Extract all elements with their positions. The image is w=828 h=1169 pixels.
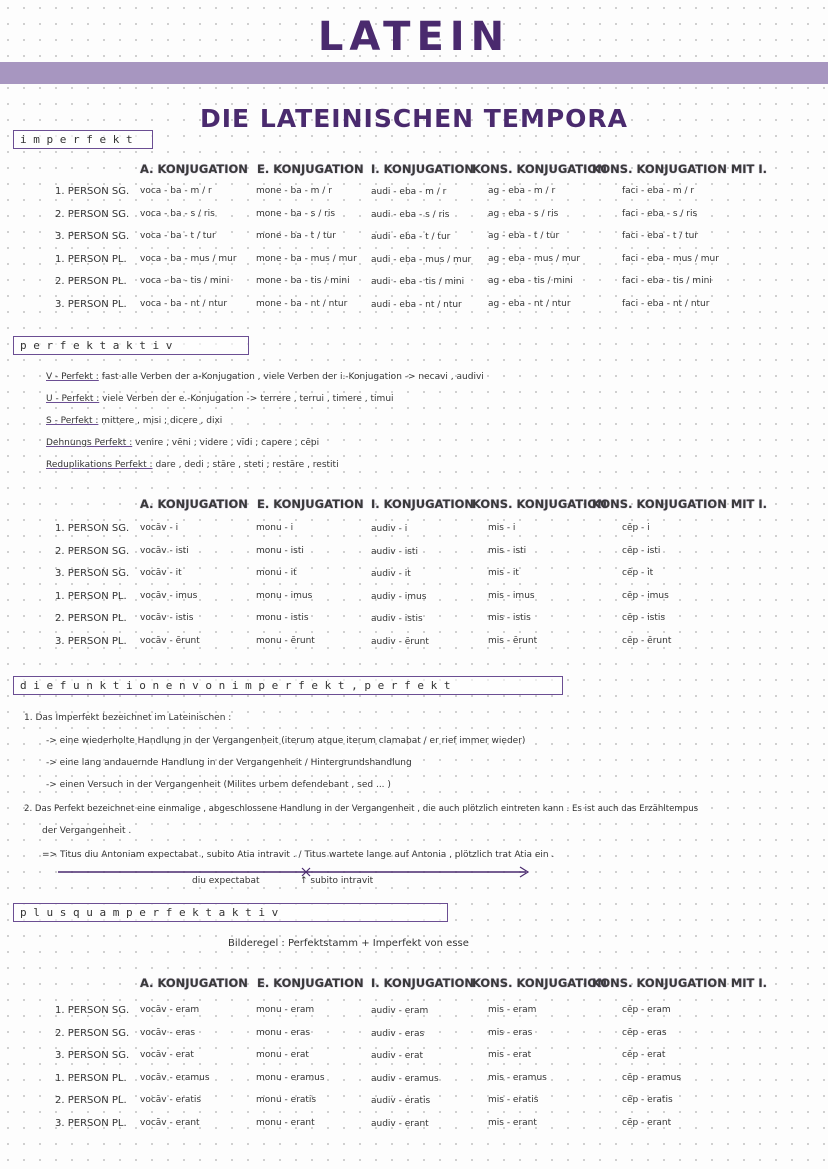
conjugation-cell: audi - eba - nt / ntur xyxy=(371,299,462,310)
note-text: viele Verben der e.-Konjugation -> terrere , terrui , timere , timui xyxy=(102,394,394,404)
perfekt-definition-cont: der Vergangenheit . xyxy=(42,826,132,836)
note-text: venire , vēni ; videre , vīdi ; capere , cēpi xyxy=(135,438,320,448)
conjugation-cell: cēp - eram xyxy=(622,1005,671,1015)
title-band xyxy=(0,62,828,84)
conjugation-cell: voca - ba - t / tur xyxy=(140,231,216,241)
person-label: 3. PERSON SG. xyxy=(55,568,130,579)
note-term: V - Perfekt : xyxy=(46,372,99,382)
conjugation-cell: vocāv - eras xyxy=(140,1027,196,1038)
column-header: KONS. KONJUGATION MIT I. xyxy=(592,497,768,511)
conjugation-cell: mis - it xyxy=(488,568,519,578)
conjugation-cell: mone - ba - s / ris xyxy=(256,208,336,219)
conjugation-cell: vocāv - istis xyxy=(140,613,194,623)
conjugation-cell: mis - erat xyxy=(488,1050,532,1060)
conjugation-cell: audiv - eratis xyxy=(371,1096,431,1106)
column-header: KONS. KONJUGATION xyxy=(472,162,607,176)
conjugation-cell: cēp - erat xyxy=(622,1050,666,1060)
conjugation-cell: audiv - eras xyxy=(371,1028,425,1039)
conjugation-cell: voca - ba - mus / mur xyxy=(140,253,237,264)
person-label: 2. PERSON PL. xyxy=(55,276,127,287)
conjugation-cell: faci - eba - s / ris xyxy=(622,208,698,219)
conjugation-cell: mis - isti xyxy=(488,545,527,556)
conjugation-cell: cēp - isti xyxy=(622,545,661,556)
conjugation-cell: audiv - eramus xyxy=(371,1073,439,1084)
conjugation-cell: vocāv - it xyxy=(140,568,182,578)
conjugation-cell: monu - isti xyxy=(256,545,304,556)
note-term: U - Perfekt : xyxy=(46,394,100,404)
column-header: I. KONJUGATION xyxy=(371,497,475,511)
section-label-funktionen: d i e f u n k t i o n e n v o n i m p e r f e k t , p e r f e k t xyxy=(13,676,563,695)
note-s-perfekt xyxy=(46,416,484,438)
conjugation-cell: monu - erant xyxy=(256,1117,315,1128)
imperfekt-use-3: -> einen Versuch in der Vergangenheit (Milites urbem defendebant , sed ... ) xyxy=(46,780,391,790)
conjugation-cell: audiv - it xyxy=(371,569,411,579)
formation-rule: Bilderegel : Perfektstamm + Imperfekt von esse xyxy=(228,938,469,949)
conjugation-cell: audi - eba - tis / mini xyxy=(371,277,465,287)
conjugation-cell: monu - imus xyxy=(256,590,313,601)
perfekt-notes xyxy=(46,372,484,482)
column-header: I. KONJUGATION xyxy=(371,976,475,990)
conjugation-cell: vocāv - erant xyxy=(140,1117,200,1128)
person-label: 2. PERSON PL. xyxy=(55,613,127,624)
conjugation-cell: faci - eba - tis / mini xyxy=(622,276,712,286)
person-label: 1. PERSON PL. xyxy=(55,590,127,602)
conjugation-cell: audiv - imus xyxy=(371,591,427,602)
note-term: S - Perfekt : xyxy=(46,416,99,426)
note-term: Dehnungs Perfekt : xyxy=(46,438,133,448)
conjugation-cell: cēp - it xyxy=(622,568,654,578)
conjugation-cell: vocāv - eramus xyxy=(140,1072,210,1083)
person-label: 2. PERSON PL. xyxy=(55,1095,127,1106)
conjugation-cell: mis - eras xyxy=(488,1027,533,1038)
person-label: 3. PERSON PL. xyxy=(55,635,127,647)
conjugation-cell: faci - eba - nt / ntur xyxy=(622,298,710,309)
conjugation-cell: cēp - eratis xyxy=(622,1095,673,1105)
person-label: 2. PERSON SG. xyxy=(55,208,130,220)
conjugation-cell: mone - ba - nt / ntur xyxy=(256,298,348,309)
conjugation-cell: ag - eba - m / r xyxy=(488,186,556,196)
conjugation-cell: monu - istis xyxy=(256,613,309,623)
column-header: KONS. KONJUGATION MIT I. xyxy=(592,976,768,990)
conjugation-cell: ag - eba - s / ris xyxy=(488,208,559,219)
page-title: LATEIN xyxy=(317,14,511,60)
conjugation-cell: vocāv - erat xyxy=(140,1050,194,1060)
conjugation-cell: cēp - erant xyxy=(622,1117,672,1128)
conjugation-cell: vocāv - imus xyxy=(140,590,198,601)
timeline-label-event: ↑ subito intravit xyxy=(300,876,374,886)
column-header: E. KONJUGATION xyxy=(257,497,364,511)
person-label: 1. PERSON PL. xyxy=(55,253,127,265)
conjugation-cell: monu - eramus xyxy=(256,1072,325,1083)
perfekt-definition: 2. Das Perfekt bezeichnet eine einmalige , abgeschlossene Handlung in der Vergangenheit , die auch plötzlich eintreten kann . Es ist auch das Erzähltempus xyxy=(24,804,699,814)
conjugation-cell: audi - eba - m / r xyxy=(371,187,447,197)
conjugation-cell: vocāv - eratis xyxy=(140,1095,202,1105)
conjugation-cell: mone - ba - m / r xyxy=(256,186,332,196)
page-subtitle: DIE LATEINISCHEN TEMPORA xyxy=(200,104,628,133)
conjugation-cell: ag - eba - t / tur xyxy=(488,231,560,241)
column-header: KONS. KONJUGATION MIT I. xyxy=(592,162,768,176)
imperfekt-definition: 1. Das Imperfekt bezeichnet im Lateinischen : xyxy=(24,713,232,723)
section-label-imperfekt: i m p e r f e k t xyxy=(13,130,153,149)
conjugation-cell: faci - eba - t / tur xyxy=(622,231,699,241)
column-header: I. KONJUGATION xyxy=(371,162,475,176)
conjugation-cell: voca - ba - m / r xyxy=(140,186,212,196)
conjugation-cell: mis - eram xyxy=(488,1005,537,1015)
conjugation-cell: audiv - eram xyxy=(371,1006,429,1016)
conjugation-cell: vocāv - ērunt xyxy=(140,635,200,646)
conjugation-cell: monu - i xyxy=(256,523,294,533)
timeline-arrow xyxy=(56,864,536,880)
section-label-plusquamperfekt: p l u s q u a m p e r f e k t a k t i v xyxy=(13,903,448,922)
column-header: KONS. KONJUGATION xyxy=(472,497,607,511)
conjugation-cell: monu - eratis xyxy=(256,1095,317,1105)
conjugation-cell: mone - ba - tis / mini xyxy=(256,276,350,286)
conjugation-cell: voca - ba - s / ris xyxy=(140,208,215,219)
conjugation-cell: voca - ba - tis / mini xyxy=(140,276,230,286)
conjugation-cell: vocāv - eram xyxy=(140,1005,200,1015)
person-label: 1. PERSON PL. xyxy=(55,1072,127,1084)
conjugation-cell: cēp - imus xyxy=(622,590,669,601)
person-label: 3. PERSON PL. xyxy=(55,1117,127,1129)
conjugation-cell: mis - istis xyxy=(488,613,531,623)
conjugation-cell: mis - imus xyxy=(488,590,535,601)
conjugation-cell: audiv - ērunt xyxy=(371,636,429,647)
column-header: KONS. KONJUGATION xyxy=(472,976,607,990)
conjugation-cell: audi - eba - mus / mur xyxy=(371,254,472,265)
conjugation-cell: monu - ērunt xyxy=(256,635,315,646)
person-label: 2. PERSON SG. xyxy=(55,545,130,557)
conjugation-cell: cēp - eramus xyxy=(622,1072,682,1083)
person-label: 3. PERSON SG. xyxy=(55,1050,130,1061)
conjugation-cell: mone - ba - t / tur xyxy=(256,231,336,241)
column-header: E. KONJUGATION xyxy=(257,976,364,990)
conjugation-cell: audiv - erant xyxy=(371,1118,429,1129)
note-v-perfekt xyxy=(46,372,484,394)
column-header: E. KONJUGATION xyxy=(257,162,364,176)
imperfekt-use-2: -> eine lang andauernde Handlung in der Vergangenheit / Hintergrundshandlung xyxy=(46,758,412,768)
conjugation-cell: mis - ērunt xyxy=(488,635,538,646)
conjugation-cell: faci - eba - mus / mur xyxy=(622,253,719,264)
conjugation-cell: monu - erat xyxy=(256,1050,309,1060)
conjugation-cell: audiv - i xyxy=(371,524,408,534)
note-dehnungs-perfekt xyxy=(46,438,484,460)
section-label-perfekt: p e r f e k t a k t i v xyxy=(13,336,249,355)
conjugation-cell: cēp - istis xyxy=(622,613,666,623)
person-label: 2. PERSON SG. xyxy=(55,1027,130,1039)
conjugation-cell: ag - eba - mus / mur xyxy=(488,253,581,264)
conjugation-cell: ag - eba - nt / ntur xyxy=(488,298,571,309)
conjugation-cell: audi - eba - t / tur xyxy=(371,232,451,242)
conjugation-cell: mis - erant xyxy=(488,1117,537,1128)
conjugation-cell: audi - eba - s / ris xyxy=(371,209,450,220)
conjugation-cell: mis - i xyxy=(488,523,516,533)
note-text: dare , dedi ; stāre , steti ; restāre , restiti xyxy=(155,460,339,470)
note-u-perfekt xyxy=(46,394,484,416)
note-reduplikations-perfekt xyxy=(46,460,484,482)
conjugation-cell: cēp - i xyxy=(622,523,650,533)
timeline-label-duration: diu expectabat xyxy=(192,876,260,886)
conjugation-cell: faci - eba - m / r xyxy=(622,186,695,196)
person-label: 1. PERSON SG. xyxy=(55,523,130,534)
person-label: 1. PERSON SG. xyxy=(55,186,130,197)
conjugation-cell: audiv - erat xyxy=(371,1051,424,1061)
conjugation-cell: vocāv - isti xyxy=(140,545,189,556)
imperfekt-use-1: -> eine wiederholte Handlung in der Vergangenheit (iterum atque iterum clamabat / er rief immer wieder) xyxy=(46,736,526,746)
conjugation-cell: vocāv - i xyxy=(140,523,179,533)
conjugation-cell: ag - eba - tis / mini xyxy=(488,276,573,286)
conjugation-cell: mis - eratis xyxy=(488,1095,539,1105)
person-label: 3. PERSON PL. xyxy=(55,298,127,310)
conjugation-cell: cēp - eras xyxy=(622,1027,667,1038)
conjugation-cell: monu - eram xyxy=(256,1005,315,1015)
note-term: Reduplikations Perfekt : xyxy=(46,460,153,470)
conjugation-cell: voca - ba - nt / ntur xyxy=(140,298,228,309)
conjugation-cell: monu - it xyxy=(256,568,297,578)
column-header: A. KONJUGATION xyxy=(140,162,248,176)
conjugation-cell: monu - eras xyxy=(256,1027,311,1038)
column-header: A. KONJUGATION xyxy=(140,976,248,990)
note-text: fast alle Verben der a-Konjugation , viele Verben der i.-Konjugation -> necavi , audivi xyxy=(101,372,484,382)
conjugation-cell: audiv - isti xyxy=(371,546,418,557)
conjugation-cell: audiv - istis xyxy=(371,614,423,624)
conjugation-cell: mis - eramus xyxy=(488,1072,547,1083)
conjugation-cell: cēp - ērunt xyxy=(622,635,672,646)
note-text: mittere , misi ; dicere , dixi xyxy=(101,416,223,426)
column-header: A. KONJUGATION xyxy=(140,497,248,511)
person-label: 3. PERSON SG. xyxy=(55,231,130,242)
conjugation-cell: mone - ba - mus / mur xyxy=(256,253,357,264)
example-sentence: => Titus diu Antoniam expectabat , subito Atia intravit . / Titus wartete lange auf Antonia , plötzlich trat Atia ein . xyxy=(42,850,555,860)
person-label: 1. PERSON SG. xyxy=(55,1005,130,1016)
